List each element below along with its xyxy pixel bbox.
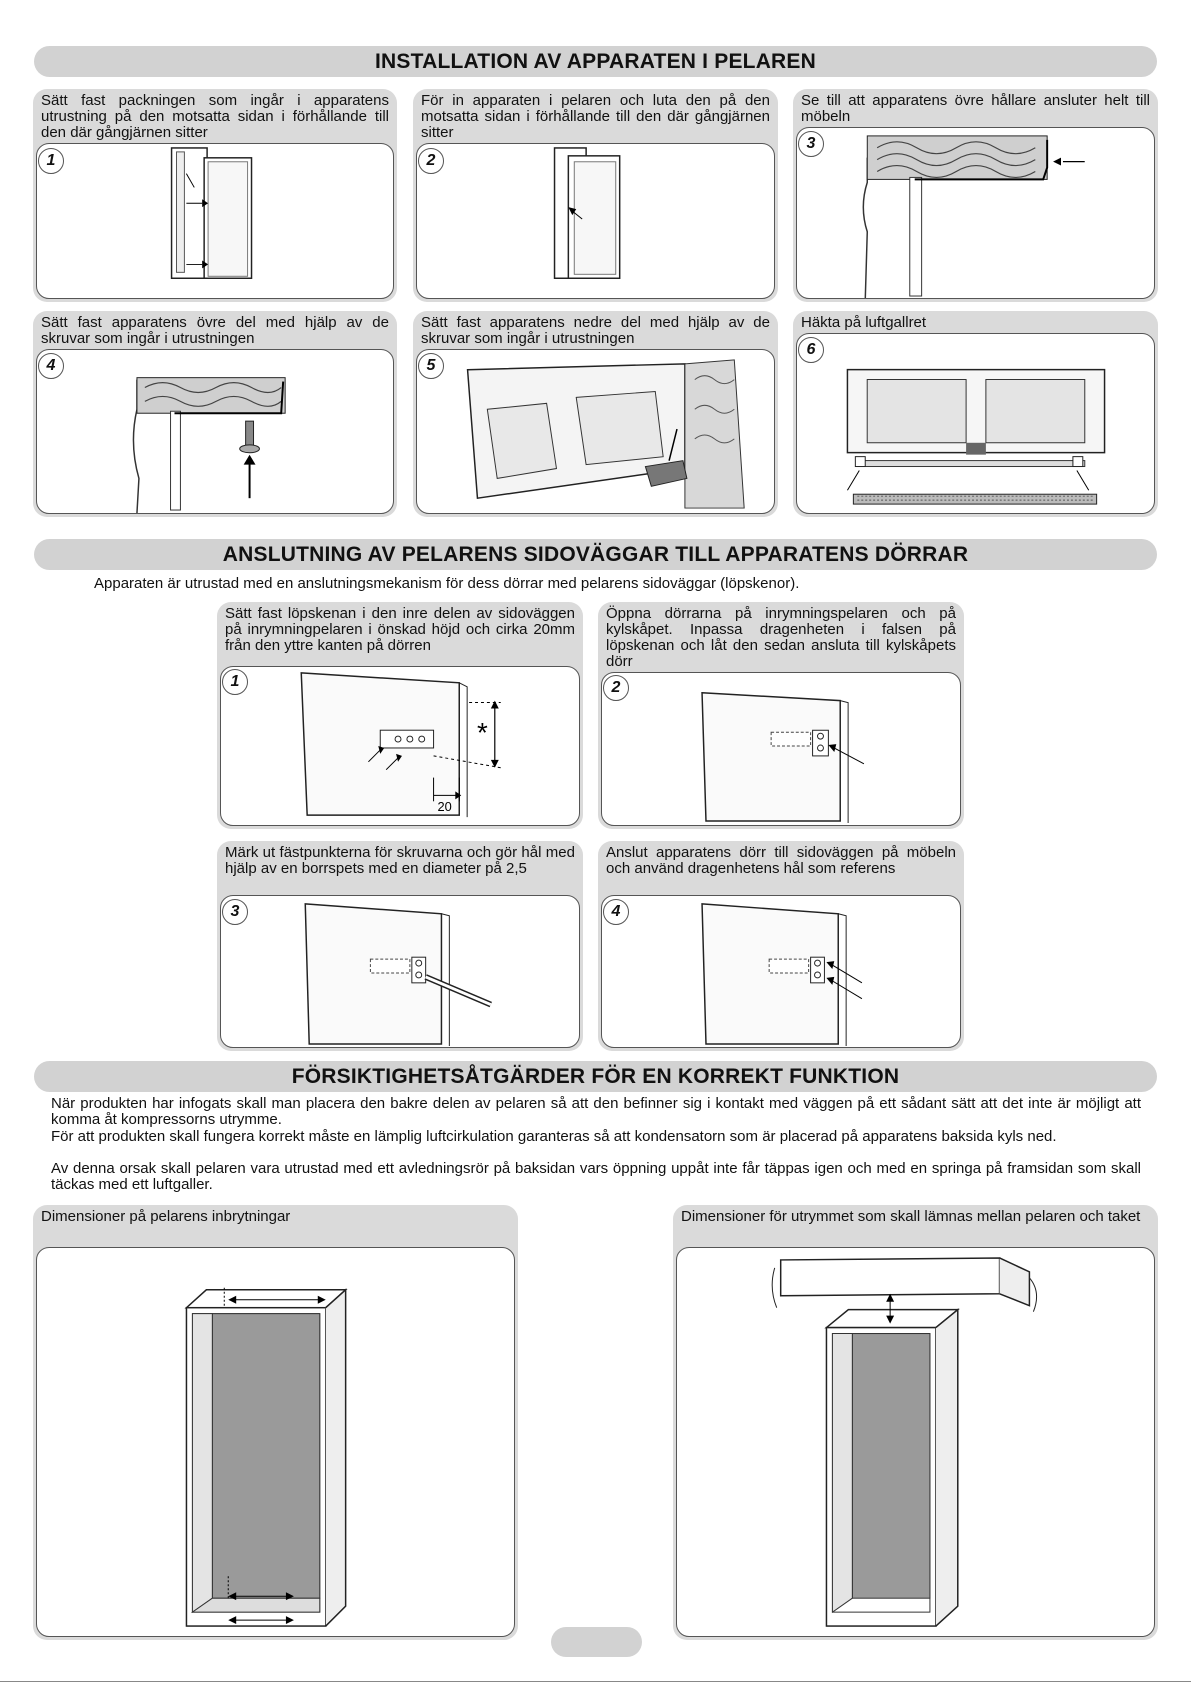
page-number-pill bbox=[551, 1627, 642, 1657]
height-star-label: * bbox=[477, 717, 488, 749]
niche-dimensions-title: Dimensioner på pelarens inbrytningar bbox=[41, 1208, 291, 1225]
install-step-5-illustration bbox=[416, 349, 775, 514]
ceiling-gap-title: Dimensioner för utrymmet som skall lämnas mellan pelaren och taket bbox=[681, 1208, 1141, 1225]
connect-step-2-number: 2 bbox=[603, 675, 629, 701]
fridge-tilt-drawing bbox=[417, 144, 774, 298]
niche-cabinet-drawing bbox=[37, 1248, 514, 1636]
upper-screw-drawing bbox=[37, 350, 393, 513]
connect-step-4 bbox=[598, 841, 964, 1051]
ceiling-gap-illustration bbox=[676, 1247, 1155, 1637]
distance-label: 20 bbox=[437, 799, 452, 815]
install-step-5-text: Sätt fast apparatens nedre del med hjälp av de skruvar som ingår i utrustningen bbox=[421, 314, 770, 347]
precaution-paragraph-2: För att produkten skall fungera korrekt måste en lämplig luftcirkulation garanteras så att kondensatorn som är placerad på apparatens baksida kyls ned. bbox=[51, 1128, 1057, 1145]
install-step-2-number: 2 bbox=[418, 148, 444, 174]
install-step-4-illustration bbox=[36, 349, 394, 514]
connect-step-3-text: Märk ut fästpunkterna för skruvarna och gör hål med hjälp av en borrspets med en diameter på 2,5 bbox=[225, 844, 575, 877]
install-step-3 bbox=[793, 89, 1158, 302]
install-step-2-text: För in apparaten i pelaren och luta den på den motsatta sidan i förhållande till den där gångjärnen sitter bbox=[421, 92, 770, 141]
door-open-drawing bbox=[602, 673, 960, 825]
connect-step-1-text: Sätt fast löpskenan i den inre delen av sidoväggen på inrymningpelaren i önskad höjd och cirka 20mm från den yttre kanten på dörren bbox=[225, 605, 575, 654]
connect-step-2-text: Öppna dörrarna på inrymningspelaren och på kylskåpet. Inpassa dragenheten i falsen på löpskenan och låt den sedan ansluta till kylskåpets dörr bbox=[606, 605, 956, 670]
fridge-insert-drawing bbox=[37, 144, 393, 298]
connect-step-1-illustration bbox=[220, 666, 580, 826]
slide-rail-drawing bbox=[221, 667, 579, 825]
drill-hole-drawing bbox=[221, 896, 579, 1047]
connect-step-1-number: 1 bbox=[222, 669, 248, 695]
section-title-installation: INSTALLATION AV APPARATEN I PELAREN bbox=[34, 46, 1157, 77]
install-step-1-number: 1 bbox=[38, 148, 64, 174]
section-title-connection: ANSLUTNING AV PELARENS SIDOVÄGGAR TILL APPARATENS DÖRRAR bbox=[34, 539, 1157, 570]
install-step-6-illustration bbox=[796, 333, 1155, 514]
install-step-6-number: 6 bbox=[798, 337, 824, 363]
connect-step-4-number: 4 bbox=[603, 899, 629, 925]
install-step-5-number: 5 bbox=[418, 353, 444, 379]
niche-dimensions-illustration bbox=[36, 1247, 515, 1637]
connect-step-3 bbox=[217, 841, 583, 1051]
niche-dimensions-panel bbox=[33, 1205, 518, 1640]
upper-bracket-drawing bbox=[797, 128, 1154, 298]
connect-step-2 bbox=[598, 602, 964, 829]
door-fix-drawing bbox=[602, 896, 960, 1047]
install-step-2-illustration bbox=[416, 143, 775, 299]
connect-step-4-text: Anslut apparatens dörr till sidoväggen på möbeln och använd dragenhetens hål som referens bbox=[606, 844, 956, 877]
connect-step-3-number: 3 bbox=[222, 899, 248, 925]
precaution-paragraph-3: Av denna orsak skall pelaren vara utrustad med ett avledningsrör på baksidan vars öppning uppåt inte får täppas igen och med en springa på framsidan som skall täckas med ett luftgaller. bbox=[51, 1160, 1141, 1193]
air-grille-drawing bbox=[797, 334, 1154, 513]
install-step-3-text: Se till att apparatens övre hållare ansluter helt till möbeln bbox=[801, 92, 1150, 125]
bottom-divider bbox=[0, 1681, 1191, 1682]
connect-step-3-illustration bbox=[220, 895, 580, 1048]
install-step-2 bbox=[413, 89, 778, 302]
connect-step-2-illustration bbox=[601, 672, 961, 826]
install-step-3-illustration bbox=[796, 127, 1155, 299]
install-step-1-text: Sätt fast packningen som ingår i apparatens utrustning på den motsatta sidan i förhållande till den där gångjärnen sitter bbox=[41, 92, 389, 141]
install-step-4 bbox=[33, 311, 397, 517]
lower-screw-drawing bbox=[417, 350, 774, 513]
install-step-6 bbox=[793, 311, 1158, 517]
install-step-6-text: Häkta på luftgallret bbox=[801, 314, 927, 331]
install-step-1 bbox=[33, 89, 397, 302]
ceiling-gap-panel bbox=[673, 1205, 1158, 1640]
install-step-4-number: 4 bbox=[38, 353, 64, 379]
connection-intro: Apparaten är utrustad med en anslutningsmekanism för dess dörrar med pelarens sidoväggar (löpskenor). bbox=[94, 575, 800, 592]
section-title-precautions: FÖRSIKTIGHETSÅTGÄRDER FÖR EN KORREKT FUNKTION bbox=[34, 1061, 1157, 1092]
install-step-4-text: Sätt fast apparatens övre del med hjälp av de skruvar som ingår i utrustningen bbox=[41, 314, 389, 347]
install-step-1-illustration bbox=[36, 143, 394, 299]
ceiling-cabinet-drawing bbox=[677, 1248, 1154, 1636]
install-step-5 bbox=[413, 311, 778, 517]
connect-step-1 bbox=[217, 602, 583, 829]
install-step-3-number: 3 bbox=[798, 131, 824, 157]
connect-step-4-illustration bbox=[601, 895, 961, 1048]
precaution-paragraph-1: När produkten har infogats skall man placera den bakre delen av pelaren så att den befinner sig i kontakt med väggen på ett sådant sätt att det inte är möjligt att komma åt kompressorns utrymme. bbox=[51, 1095, 1141, 1128]
